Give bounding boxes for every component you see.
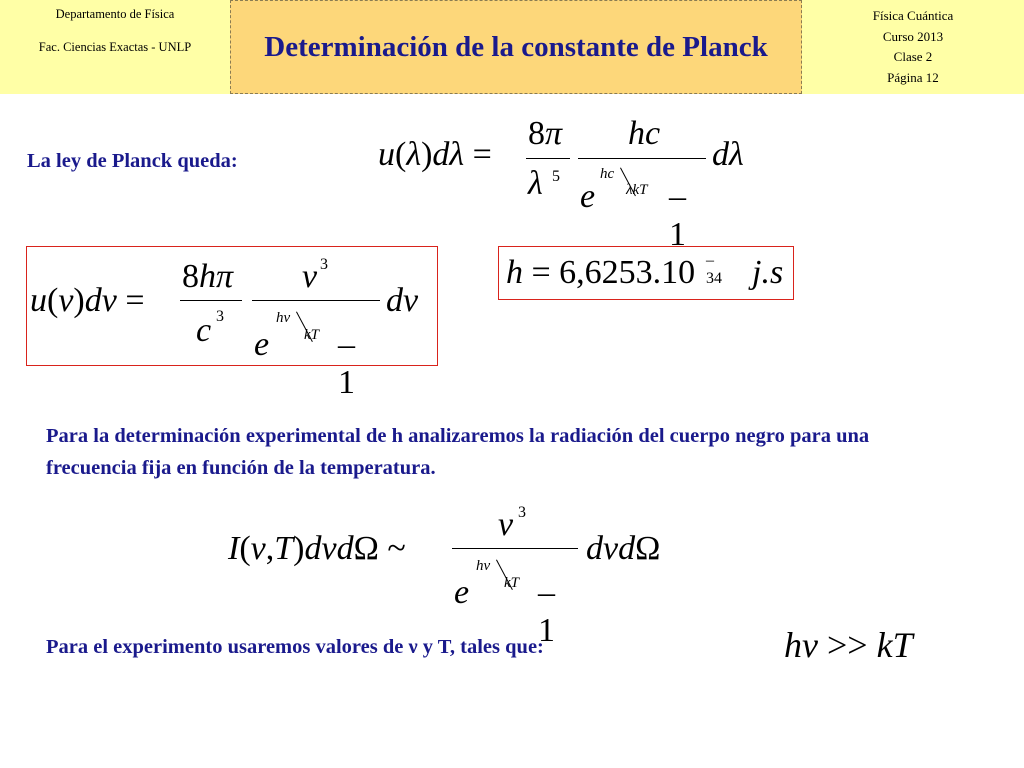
planck-law-label: La ley de Planck queda: — [27, 150, 238, 172]
year-label: Curso 2013 — [882, 28, 944, 44]
paragraph-experimental: Para la determinación experimental de h analizaremos la radiación del cuerpo negro para una frecuencia fija en función de la temperatura. — [46, 425, 870, 479]
course-label: Física Cuántica — [872, 8, 954, 23]
paragraph-conditions: Para el experimento usaremos valores de ν y T, tales que: — [46, 636, 544, 658]
class-label: Clase 2 — [893, 49, 933, 64]
header-right — [802, 0, 1024, 94]
condition-equation: hν >> kT — [784, 625, 913, 665]
header-left — [0, 0, 230, 94]
department-label: Departamento de Física — [55, 7, 175, 21]
page-title: Determinación de la constante de Planck — [264, 31, 768, 63]
page-number: Página 12 — [887, 69, 939, 85]
faculty-label: Fac. Ciencias Exactas - UNLP — [38, 40, 192, 54]
title-box — [230, 0, 802, 94]
